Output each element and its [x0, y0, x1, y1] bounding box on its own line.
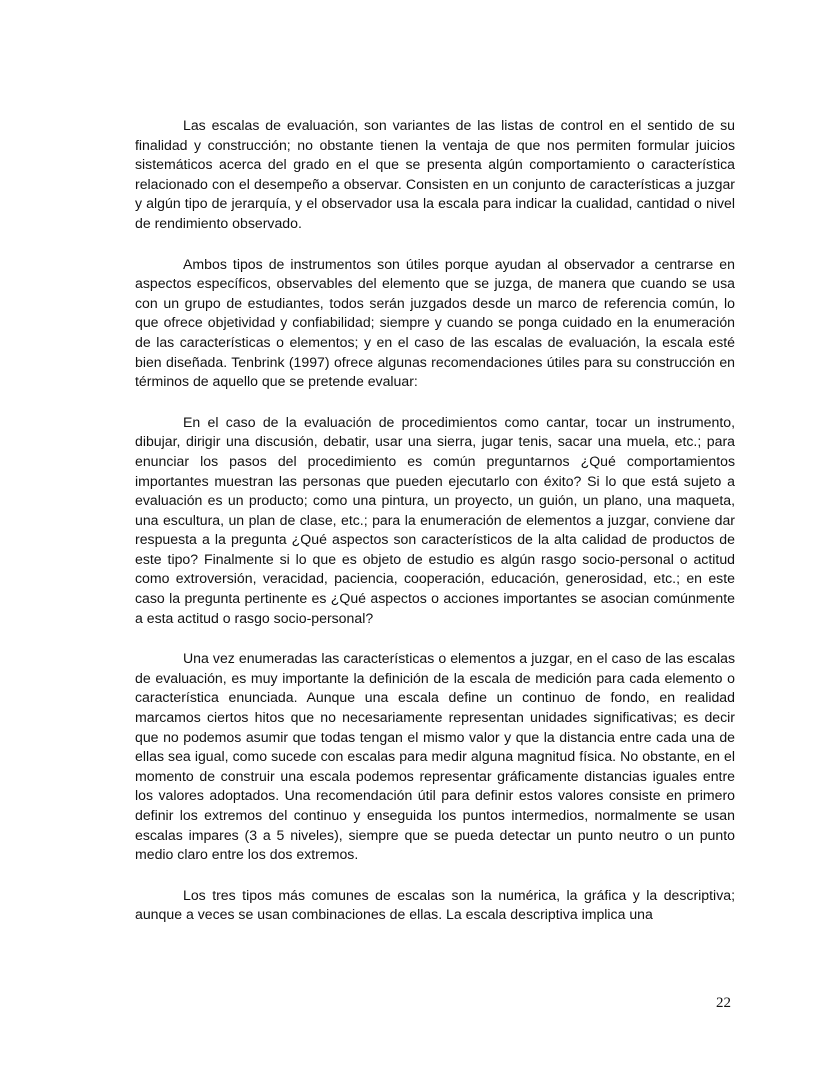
paragraph-evaluacion-procedimientos: En el caso de la evaluación de procedimientos como cantar, tocar un instrumento, dibujar, dirigir una discusión, debatir, usar una sierra, jugar tenis, sacar una muela, etc.; para enunciar los pasos del procedimiento es común preguntarnos ¿Qué comportamientos importantes muestran las personas que pueden ejecutarlo con éxito? Si lo que está sujeto a evaluación es un producto; como una pintura, un proyecto, un guión, un plano, una maqueta, una escultura, un plan de clase, etc.; para la enumeración de elementos a juzgar, conviene dar respuesta a la pregunta ¿Qué aspectos son característicos de la alta calidad de productos de este tipo? Finalmente si lo que es objeto de estudio es algún rasgo socio-personal o actitud como extroversión, veracidad, paciencia, cooperación, educación, generosidad, etc.; en este caso la pregunta pertinente es ¿Qué aspectos o acciones importantes se asocian comúnmente a esta actitud o rasgo socio-personal?	[135, 413, 735, 626]
page-number: 22	[716, 995, 731, 1011]
paragraph-escala-medicion: Una vez enumeradas las características o elementos a juzgar, en el caso de las escalas de evaluación, es muy importante la definición de la escala de medición para cada elemento o característica enunciada. Aunque una escala define un continuo de fondo, en realidad marcamos ciertos hitos que no necesariamente representan unidades significativas; es decir que no podemos asumir que todas tengan el mismo valor y que la distancia entre cada una de ellas sea igual, como sucede con escalas para medir alguna magnitud física. No obstante, en el momento de construir una escala podemos representar gráficamente distancias iguales entre los valores adoptados. Una recomendación útil para definir estos valores consiste en primero definir los extremos del continuo y enseguida los puntos intermedios, normalmente se usan escalas impares (3 a 5 niveles), siempre que se pueda detectar un punto neutro o un punto medio claro entre los dos extremos.	[135, 650, 735, 863]
paragraph-tipos-instrumentos: Ambos tipos de instrumentos son útiles porque ayudan al observador a centrarse en aspectos específicos, observables del elemento que se juzga, de manera que cuando se usa con un grupo de estudiantes, todos serán juzgados desde un marco de referencia común, lo que ofrece objetividad y confiabilidad; siempre y cuando se ponga cuidado en la enumeración de las características o elementos; y en el caso de las escalas de evaluación, la escala esté bien diseñada. Tenbrink (1997) ofrece algunas recomendaciones útiles para su construcción en términos de aquello que se pretende evaluar:	[135, 255, 735, 390]
paragraph-escalas-evaluacion: Las escalas de evaluación, son variantes de las listas de control en el sentido de su finalidad y construcción; no obstante tienen la ventaja de que nos permiten formular juicios sistemáticos acerca del grado en el que se presenta algún comportamiento o característica relacionado con el desempeño a observar. Consisten en un conjunto de características a juzgar y algún tipo de jerarquía, y el observador usa la escala para indicar la cualidad, cantidad o nivel de rendimiento observado.	[135, 117, 735, 231]
page-body	[135, 116, 735, 946]
paragraph-tipos-escalas: Los tres tipos más comunes de escalas son la numérica, la gráfica y la descriptiva; aunque a veces se usan combinaciones de ellas. La escala descriptiva implica una	[135, 886, 735, 923]
